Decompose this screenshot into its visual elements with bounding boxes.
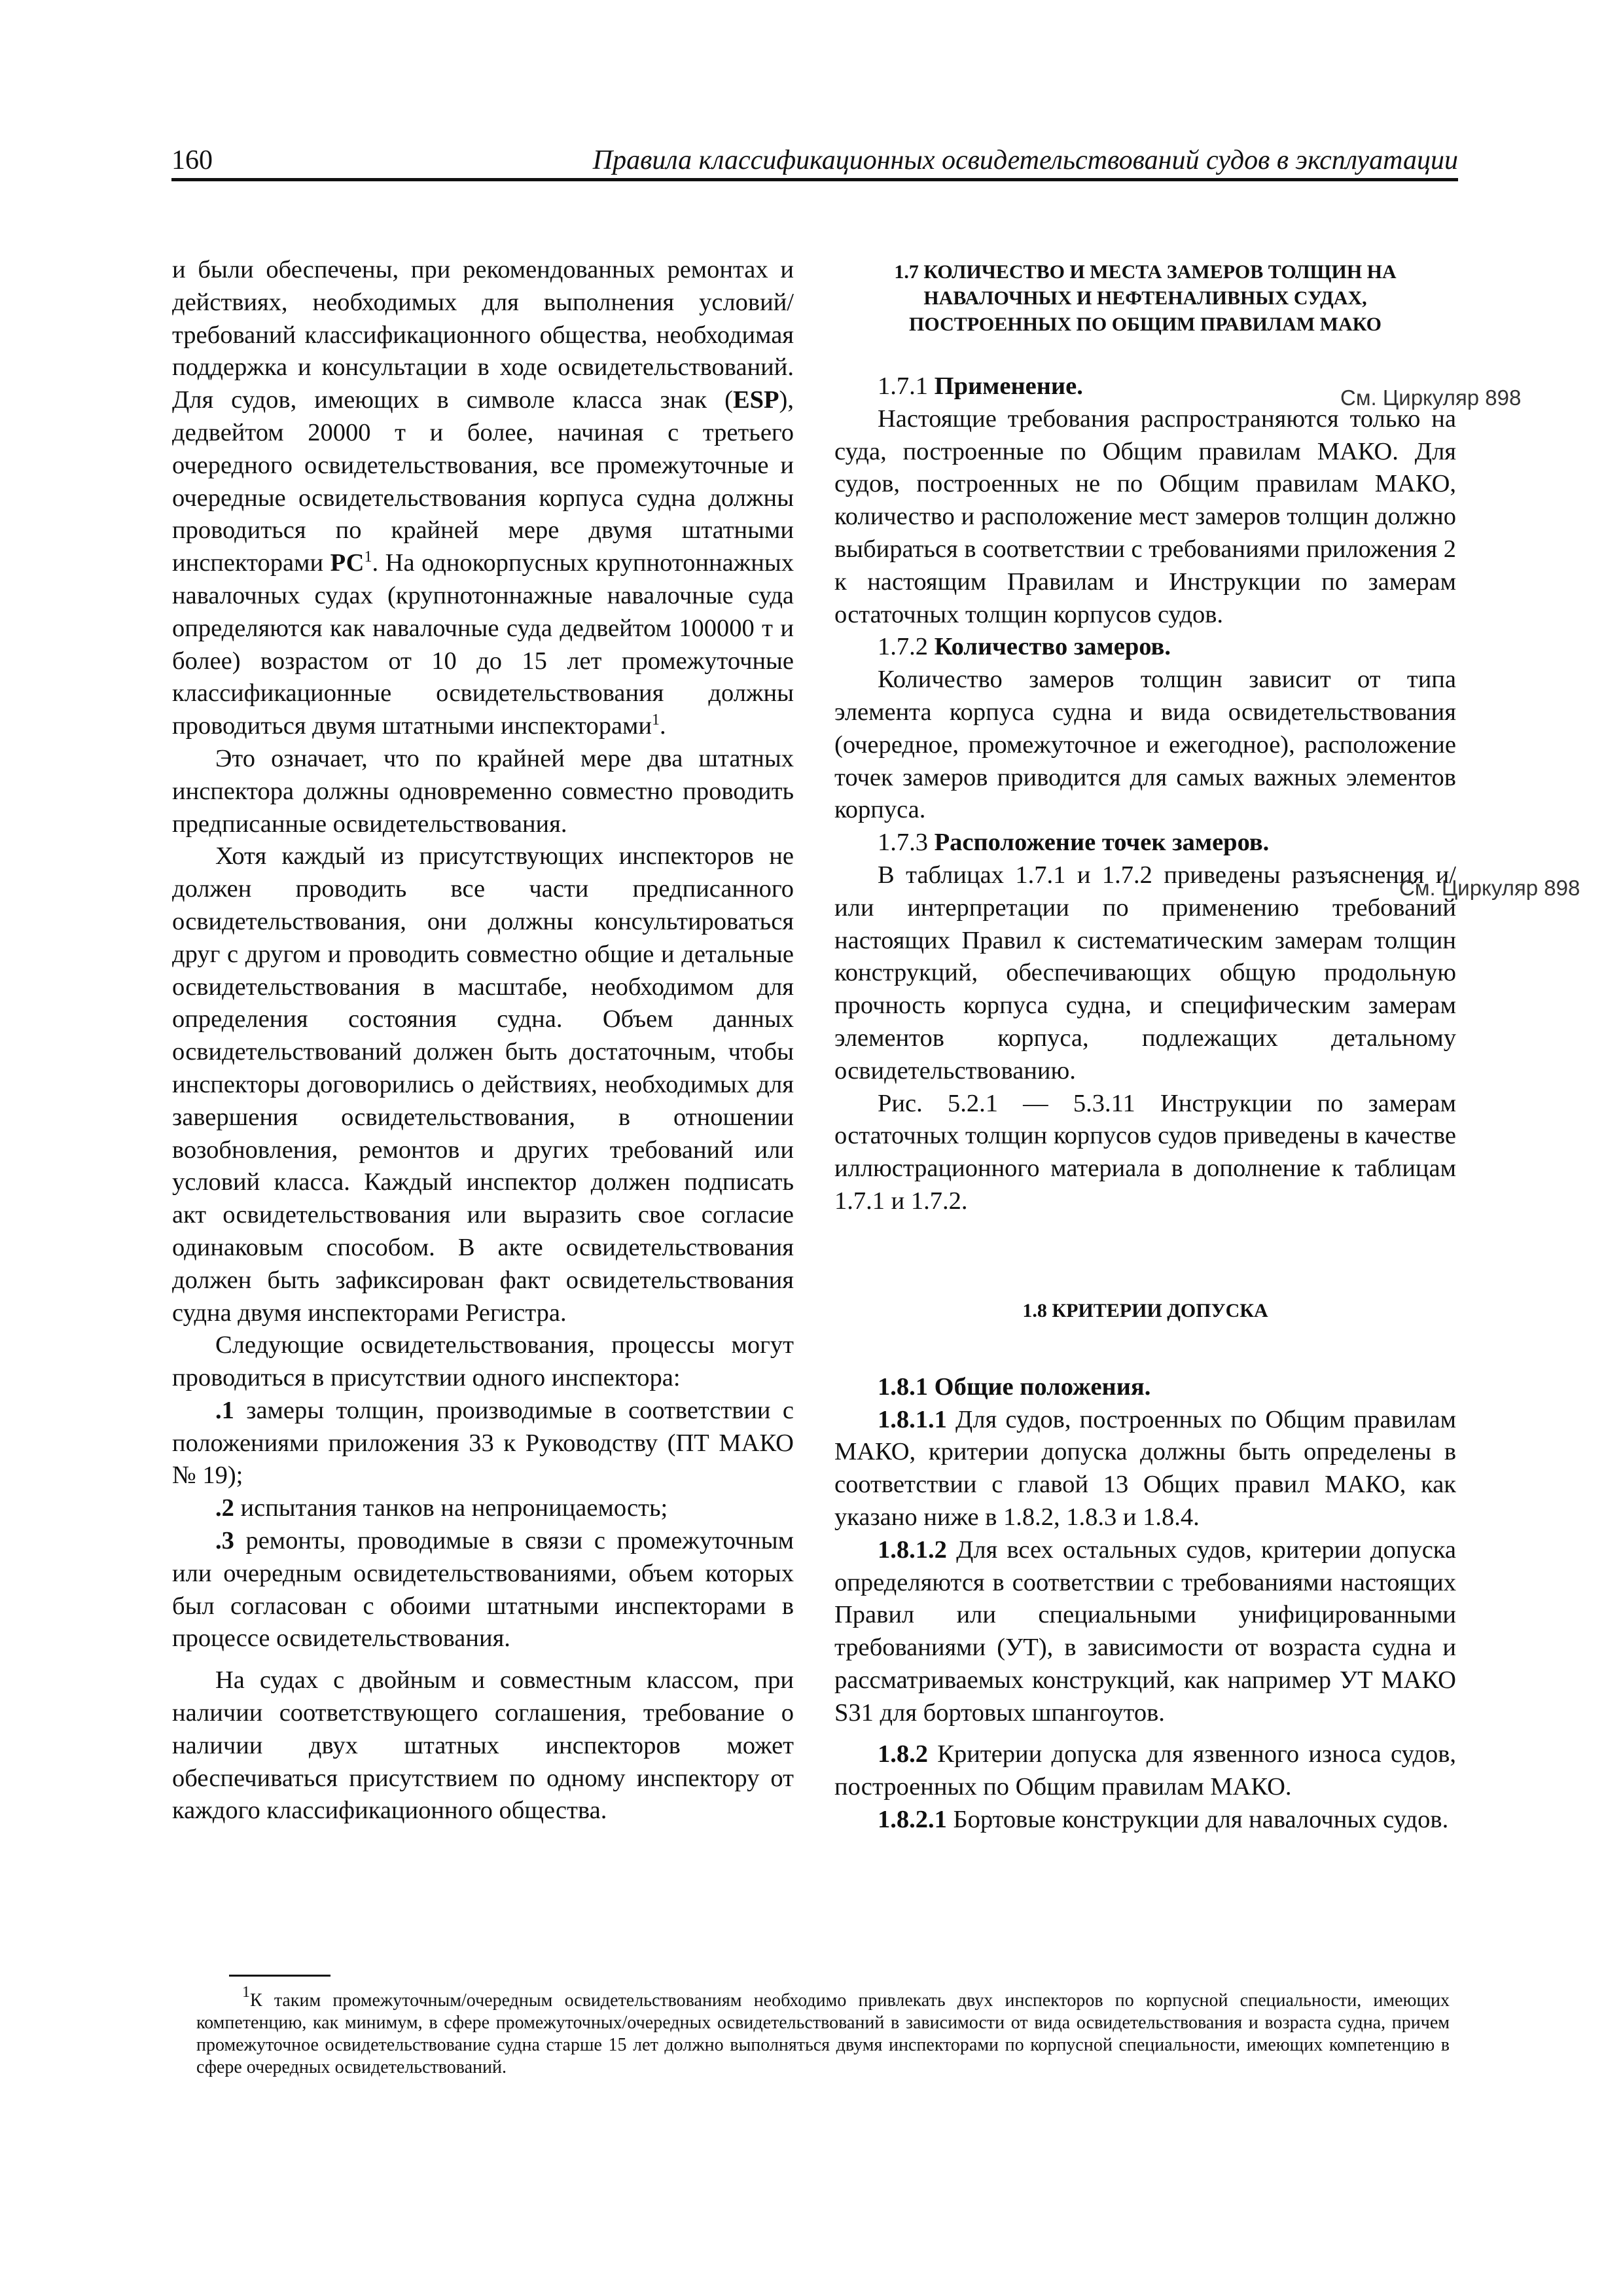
paragraph: и были обеспечены, при рекомендованных ремонтах и действиях, необходимых для выполнения условий/требований классификационного общества, необходимая поддержка и консультации в ходе освидетельствований. Для судов, имеющих в символе класса знак (ESP), дедвейтом 20000 т и более, начиная с третьего очередного освидетельствования, все промежуточные и очередные освидетельствования корпуса судна должны проводиться по крайней мере двумя штатными инспекторами $РС^1$. На однокорпусных крупнотоннажных навалочных судах (крупнотоннажные навалочные суда определяются как навалочные суда дедвейтом 100000 т и более) возрастом от 10 до 15 лет промежуточные классификационные освидетельствования должны проводиться двумя штатными инспекторами$^1$. [172, 256, 794, 740]
subsection-1-7-3: 1.7.3 Расположение точек замеров. [878, 829, 1270, 857]
paragraph: 1.8.1.2 Для всех остальных судов, критерии допуска определяются в соответствии с требованиями настоящих Правил или специальными унифицированными требованиями (УТ), в зависимости от возраста судна и рассматриваемых конструкций, как например УТ МАКО S31 для бортовых шпангоутов. [834, 1535, 1456, 1727]
right-column [834, 254, 1456, 1837]
subsection-1-8-1: 1.8.1 Общие положения. [878, 1372, 1151, 1401]
list-item: .2 испытания танков на непроницаемость; [215, 1494, 668, 1522]
footnote-ref: 1 [652, 711, 660, 729]
list-item: .3 ремонты, проводимые в связи с промежуточным или очередным освидетельствованиями, объем которых был согласован с обоими штатными инспекторами в процессе освидетельствования. [172, 1527, 794, 1653]
footnote: $^1$К таким промежуточным/очередным освидетельствованиям необходимо привлекать двух инспекторов по корпусной специальности, имеющих компетенцию, как минимум, в сфере промежуточных/очередных освидетельствований в зависимости от вида освидетельствования и возраста судна, причем промежуточное освидетельствование судна старше 15 лет должно выполняться двумя инспекторами по корпусной специальности, имеющих компетенцию в сфере очередных освидетельствований. [196, 1984, 1450, 2077]
list-item: .1 замеры толщин, производимые в соответствии с положениями приложения 33 к Руководству (ПТ МАКО № 19); [172, 1396, 794, 1490]
paragraph: В таблицах 1.7.1 и 1.7.2 приведены разъяснения и/или интерпретации по применению требований настоящих Правил к систематическим замерам толщин конструкций, обеспечивающих общую продольную прочность корпуса судна, и специфическим замерам элементов корпуса, подлежащих детальному освидетельствованию. [834, 861, 1456, 1085]
page-number: 160 [171, 145, 213, 175]
page-header [171, 144, 1458, 182]
paragraph: Это означает, что по крайней мере два штатных инспектора должны одновременно совместно проводить предписанные освидетельствования. [172, 744, 794, 838]
subsection-1-7-2: 1.7.2 Количество замеров. [878, 633, 1171, 661]
paragraph: Количество замеров толщин зависит от типа элемента корпуса судна и вида освидетельствования (очередное, промежуточное и ежегодное), расположение точек замеров приводится для самых важных элементов корпуса. [834, 666, 1456, 824]
rs-abbrev: РС [330, 549, 365, 577]
footnote-ref: 1 [364, 548, 372, 566]
paragraph: На судах с двойным и совместным классом, при наличии соответствующего соглашения, требование о наличии двух штатных инспекторов может обеспечиваться присутствием по одному инспектору от каждого классификационного общества. [172, 1666, 794, 1825]
paragraph: Рис. 5.2.1 — 5.3.11 Инструкции по замерам остаточных толщин корпусов судов приведены в качестве иллюстрационного материала в дополнение к таблицам 1.7.1 и 1.7.2. [834, 1089, 1456, 1215]
left-column [172, 254, 794, 1827]
running-title: Правила классификационных освидетельствований судов в эксплуатации [592, 145, 1458, 175]
margin-note-circular: См. Циркуляр 898 [1399, 876, 1580, 900]
subsection-1-7-1: 1.7.1 Применение. [878, 372, 1083, 400]
paragraph: 1.8.2.1 Бортовые конструкции для навалочных судов. [878, 1806, 1449, 1834]
paragraph: Настоящие требования распространяются только на суда, построенные по Общим правилам МАКО. Для судов, построенных не по Общим правилам МАКО, количество и расположение мест замеров толщин должно выбираться в соответствии с требованиями приложения 2 к настоящим Правилам и Инструкции по замерам остаточных толщин корпусов судов. [834, 404, 1456, 628]
margin-note-circular: См. Циркуляр 898 [1340, 386, 1522, 410]
section-heading-1-7: 1.7 КОЛИЧЕСТВО И МЕСТА ЗАМЕРОВ ТОЛЩИН НА НАВАЛОЧНЫХ И НЕФТЕНАЛИВНЫХ СУДАХ, ПОСТРОЕННЫХ ПО ОБЩИМ ПРАВИЛАМ МАКО [894, 261, 1397, 335]
footnote-rule [229, 1975, 330, 1977]
header-rule [171, 178, 1458, 181]
section-heading-1-8: 1.8 КРИТЕРИИ ДОПУСКА [1022, 1299, 1268, 1321]
paragraph: Хотя каждый из присутствующих инспекторов не должен проводить все части предписанного освидетельствования, они должны консультироваться друг с другом и проводить совместно общие и детальные освидетельствования в масштабе, необходимом для определения состояния судна. Объем данных освидетельствований должен быть достаточным, чтобы инспекторы договорились о действиях, необходимых для завершения освидетельствования, в отношении возобновления, ремонтов и других требований или условий класса. Каждый инспектор должен подписать акт освидетельствования или выразить свое согласие одинаковым способом. В акте освидетельствования должен быть зафиксирован факт освидетельствования судна двумя инспекторами Регистра. [172, 842, 794, 1327]
paragraph: 1.8.1.1 Для судов, построенных по Общим правилам МАКО, критерии допуска должны быть определены в соответствии с главой 13 Общих правил МАКО, как указано ниже в 1.8.2, 1.8.3 и 1.8.4. [834, 1405, 1456, 1531]
paragraph: 1.8.2 Критерии допуска для язвенного износа судов, построенных по Общим правилам МАКО. [834, 1740, 1456, 1801]
paragraph: Следующие освидетельствования, процессы могут проводиться в присутствии одного инспектора: [172, 1331, 794, 1392]
esp-mark: ESP [732, 386, 779, 414]
